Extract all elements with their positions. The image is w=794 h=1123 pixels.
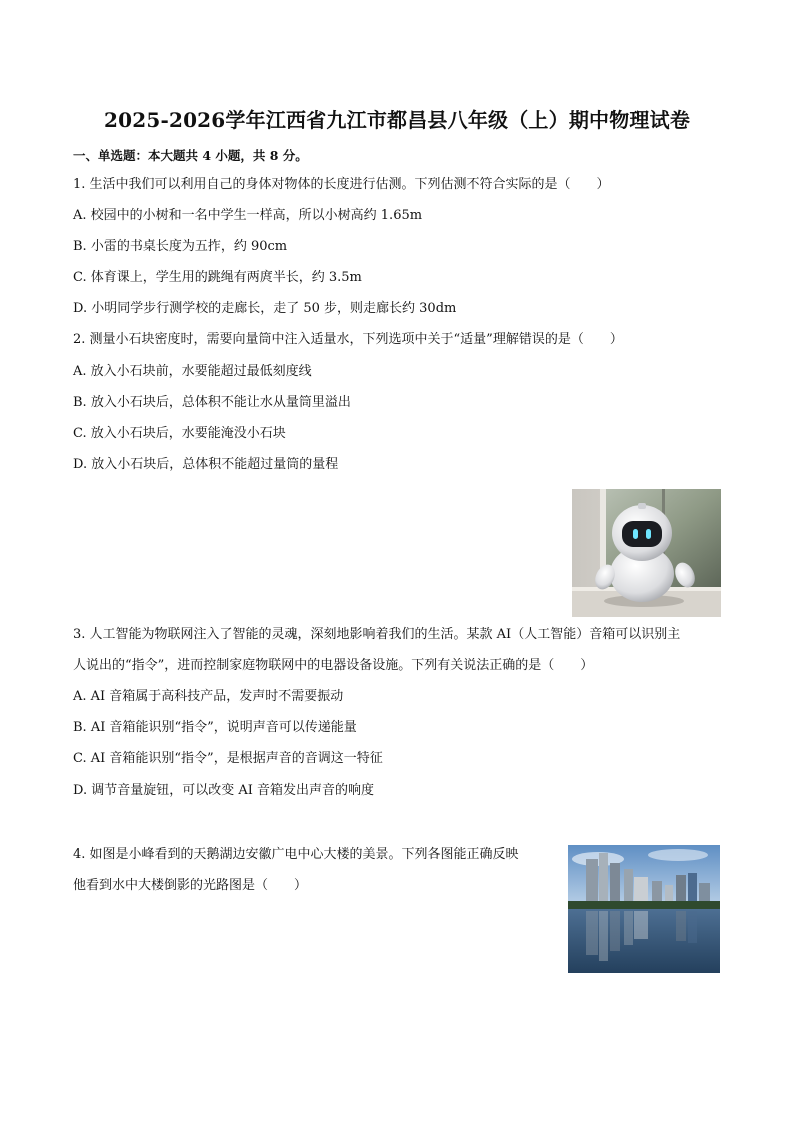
lake-skyline-photo [568, 845, 720, 973]
question-1-option-c: C. 体育课上，学生用的跳绳有两庹半长，约 3.5m [73, 270, 362, 285]
question-2-option-c: C. 放入小石块后，水要能淹没小石块 [73, 426, 286, 441]
question-1-option-a: A. 校园中的小树和一名中学生一样高，所以小树高约 1.65m [73, 208, 423, 223]
question-3-option-c: C. AI 音箱能识别“指令”，是根据声音的音调这一特征 [73, 751, 383, 766]
question-2-option-d: D. 放入小石块后，总体积不能超过量筒的量程 [73, 457, 339, 472]
question-3-option-a: A. AI 音箱属于高科技产品，发声时不需要振动 [73, 689, 344, 704]
question-1-option-b: B. 小雷的书桌长度为五拃，约 90cm [73, 239, 288, 254]
skyline-image [568, 845, 720, 973]
question-3-stem-line-1: 3. 人工智能为物联网注入了智能的灵魂，深刻地影响着我们的生活。某款 AI（人工智能）音箱可以识别主 [73, 627, 681, 642]
question-3-option-b: B. AI 音箱能识别“指令”，说明声音可以传递能量 [73, 720, 357, 735]
question-2-stem: 2. 测量小石块密度时，需要向量筒中注入适量水，下列选项中关于“适量”理解错误的是（ ） [73, 332, 623, 347]
question-1-stem: 1. 生活中我们可以利用自己的身体对物体的长度进行估测。下列估测不符合实际的是（ ） [73, 177, 610, 192]
exam-title: 2025-2026学年江西省九江市都昌县八年级（上）期中物理试卷 [103, 108, 691, 132]
question-3-option-d: D. 调节音量旋钮，可以改变 AI 音箱发出声音的响度 [73, 783, 375, 798]
question-2-option-a: A. 放入小石块前，水要能超过最低刻度线 [73, 364, 312, 379]
question-1-option-d: D. 小明同学步行测学校的走廊长，走了 50 步，则走廊长约 30dm [73, 301, 457, 316]
question-2-option-b: B. 放入小石块后，总体积不能让水从量筒里溢出 [73, 395, 351, 410]
question-4-stem-line-1: 4. 如图是小峰看到的天鹅湖边安徽广电中心大楼的美景。下列各图能正确反映 [73, 847, 519, 862]
robot-image [572, 489, 721, 617]
section-heading: 一、单选题：本大题共 4 小题，共 8 分。 [73, 148, 308, 163]
question-3-stem-line-2: 人说出的“指令”，进而控制家庭物联网中的电器设备设施。下列有关说法正确的是（ ） [73, 658, 594, 673]
ai-speaker-robot-photo [572, 489, 721, 617]
question-4-stem-line-2: 他看到水中大楼倒影的光路图是（ ） [73, 878, 308, 893]
